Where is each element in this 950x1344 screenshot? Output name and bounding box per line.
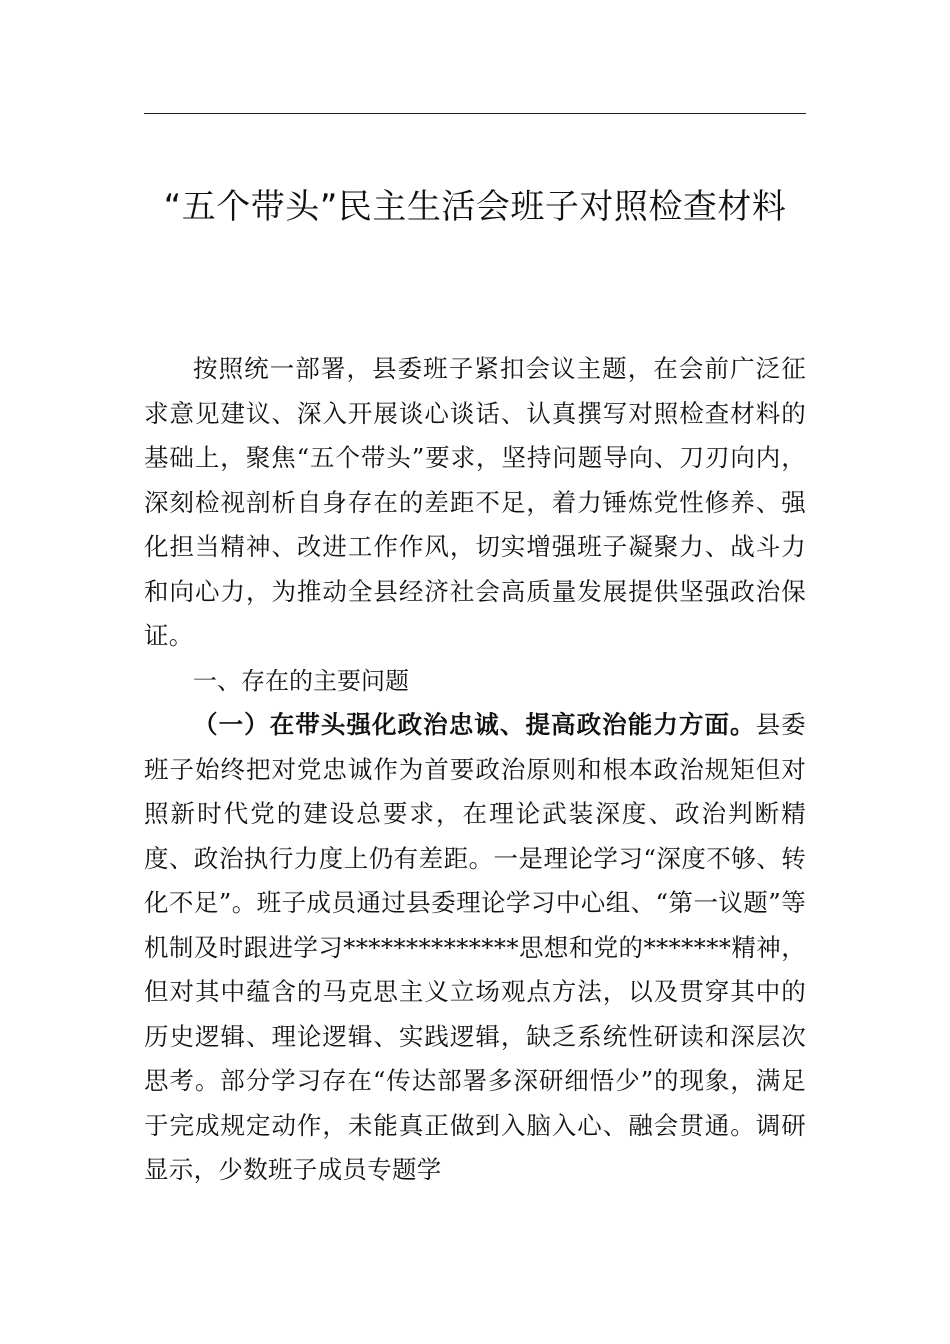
intro-paragraph: 按照统一部署，县委班子紧扣会议主题，在会前广泛征求意见建议、深入开展谈心谈话、认真撰写对照检查材料的基础上，聚焦“五个带头”要求，坚持问题导向、刀刃向内，深刻检视剖析自身存在的差距不足，着力锤炼党性修养、强化担当精神、改进工作作风，切实增强班子凝聚力、战斗力和向心力，为推动全县经济社会高质量发展提供坚强政治保证。	[144, 354, 806, 650]
section-heading: 一、存在的主要问题	[193, 666, 409, 695]
header-rule	[144, 113, 806, 114]
subsection-heading: （一）在带头强化政治忠诚、提高政治能力方面。	[193, 710, 756, 739]
subsection-body: 县委班子始终把对党忠诚作为首要政治原则和根本政治规矩但对照新时代党的建设总要求，在理论武装深度、政治判断精度、政治执行力度上仍有差距。一是理论学习“深度不够、转化不足”。班子成员通过县委理论学习中心组、“第一议题”等机制及时跟进学习**************思想和党的*******精神，但对其中蕴含的马克思主义立场观点方法，以及贯穿其中的历史逻辑、理论逻辑、实践逻辑，缺乏系统性研读和深层次思考。部分学习存在“传达部署多深研细悟少”的现象，满足于完成规定动作，未能真正做到入脑入心、融会贯通。调研显示，少数班子成员专题学	[144, 710, 806, 1184]
document-body	[144, 347, 806, 1193]
document-title: “五个带头”民主生活会班子对照检查材料	[163, 186, 787, 227]
subsection-paragraph	[144, 703, 806, 1193]
